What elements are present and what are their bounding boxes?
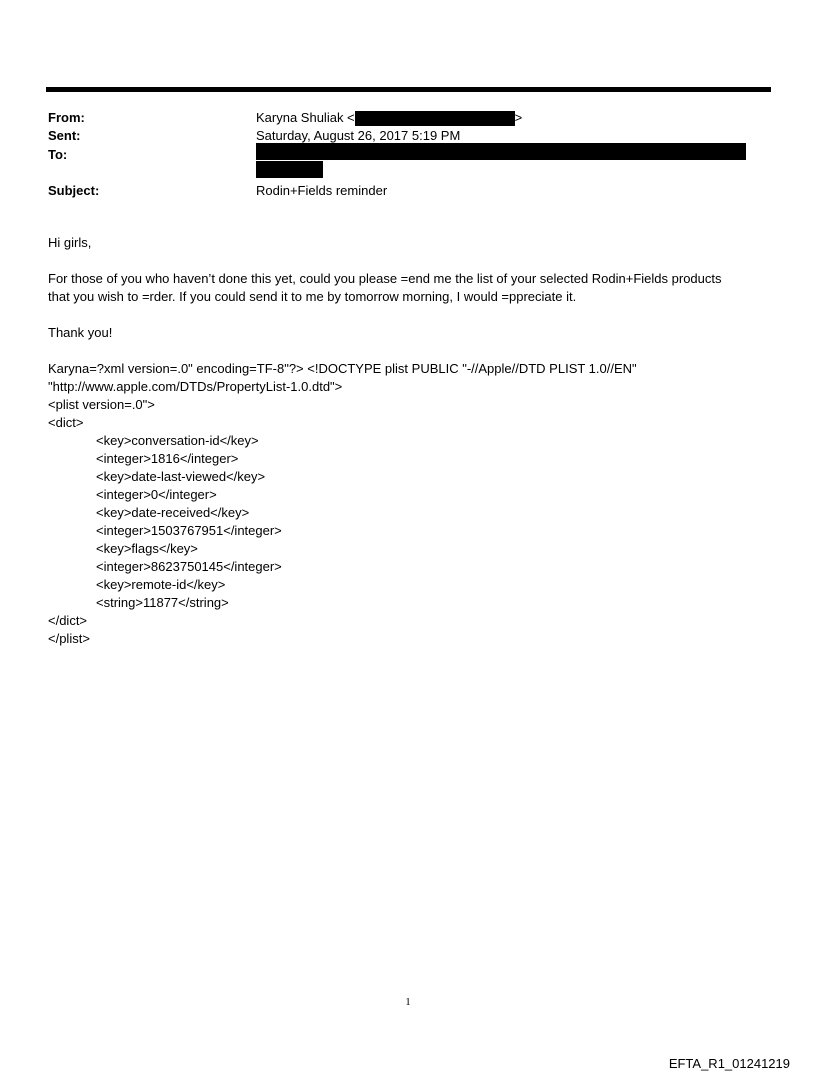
plist-entry: <key>flags</key>	[96, 541, 198, 556]
from-label: From:	[48, 110, 85, 125]
plist-open: <plist version=.0">	[48, 397, 155, 412]
page-number: 1	[405, 996, 411, 1008]
plist-entry: <integer>1503767951</integer>	[96, 523, 282, 538]
header-rule	[46, 87, 771, 92]
dict-open: <dict>	[48, 415, 84, 430]
from-value-close: >	[514, 110, 523, 125]
plist-entry: <key>date-received</key>	[96, 505, 250, 520]
sent-value: Saturday, August 26, 2017 5:19 PM	[256, 128, 461, 143]
thanks-line: Thank you!	[48, 325, 113, 340]
plist-entry: <string>11877</string>	[96, 595, 229, 610]
plist-entry: <integer>8623750145</integer>	[96, 559, 282, 574]
document-id: EFTA_R1_01241219	[668, 1056, 790, 1071]
plist-entry: <integer>1816</integer>	[96, 451, 239, 466]
from-value	[256, 109, 522, 126]
from-sender-name: Karyna Shuliak <	[256, 110, 355, 125]
body-paragraph-line-1: For those of you who haven’t done this yet, could you please =end me the list of your selected Rodin+Fields products	[48, 271, 722, 286]
to-label: To:	[48, 147, 68, 162]
to-redaction-line2	[256, 161, 323, 178]
sent-label: Sent:	[48, 128, 81, 143]
subject-label: Subject:	[48, 183, 100, 198]
plist-close: </plist>	[48, 631, 90, 646]
greeting: Hi girls,	[48, 235, 92, 250]
from-email-redaction	[355, 111, 515, 126]
body-paragraph-line-2: that you wish to =rder. If you could send it to me by tomorrow morning, I would =ppreciate it.	[48, 289, 577, 304]
to-redaction-line1	[256, 143, 746, 160]
plist-entry: <key>remote-id</key>	[96, 577, 226, 592]
subject-value: Rodin+Fields reminder	[256, 183, 388, 198]
dict-close: </dict>	[48, 613, 88, 628]
plist-entry: <key>conversation-id</key>	[96, 433, 259, 448]
plist-entry: <key>date-last-viewed</key>	[96, 469, 266, 484]
signature-line-2: "http://www.apple.com/DTDs/PropertyList-1.0.dtd">	[48, 379, 343, 394]
plist-entry: <integer>0</integer>	[96, 487, 217, 502]
signature-line-1: Karyna=?xml version=.0" encoding=TF-8"?> <!DOCTYPE plist PUBLIC "-//Apple//DTD PLIST 1.0//EN"	[48, 361, 637, 376]
